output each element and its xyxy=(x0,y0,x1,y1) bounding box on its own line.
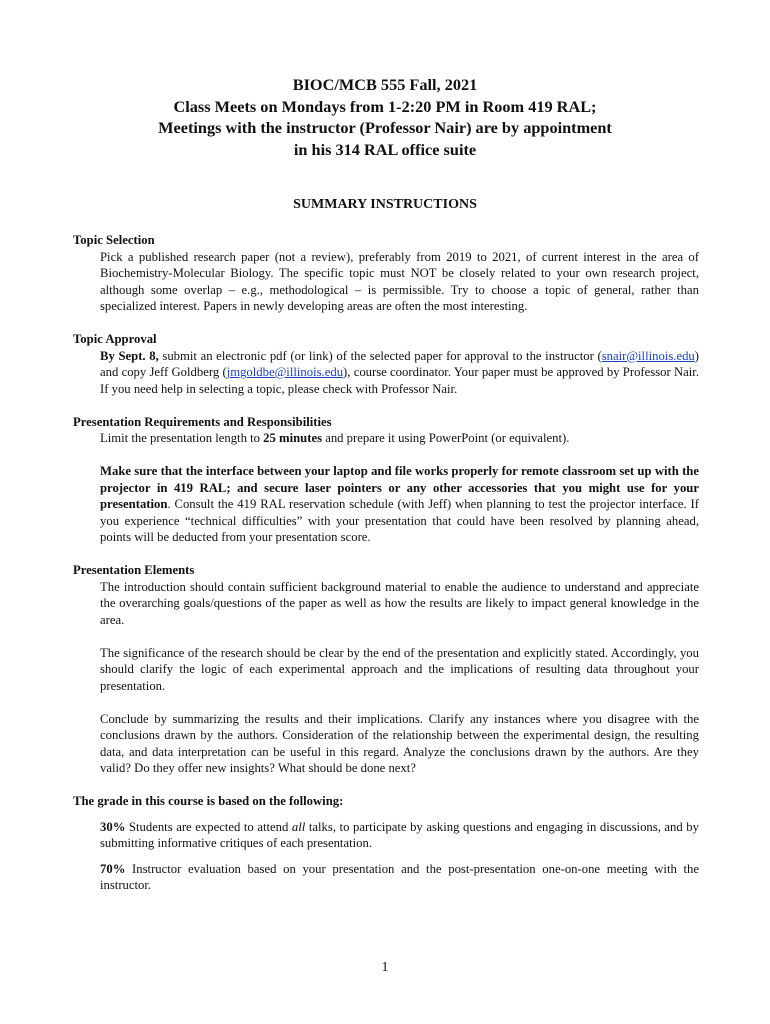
instructions-body xyxy=(73,232,699,894)
class-meeting-info: Class Meets on Mondays from 1-2:20 PM in Room 419 RAL; xyxy=(173,96,597,116)
office-location: in his 314 RAL office suite xyxy=(293,139,477,159)
conclusion-paragraph: Conclude by summarizing the results and their implications. Clarify any instances where you disagree with the conclusions drawn by the authors. Consideration of the relationship between the experimental design, the resulting data, and data interpretation can be useful in this regard. Analyze the conclusions drawn by the authors. Are they valid? Do they offer new insights? What should be done next? xyxy=(100,711,699,775)
summary-heading: SUMMARY INSTRUCTIONS xyxy=(293,197,477,212)
presentation-elements-heading: Presentation Elements xyxy=(73,563,195,577)
participation-percent: 30% xyxy=(100,819,126,834)
significance-paragraph: The significance of the research should be clear by the end of the presentation and explicitly stated. Accordingly, you should clarify the logic of each experimental approach and the implications of resulting data throughout your presentation. xyxy=(100,645,699,693)
grading-item-participation: 30% Students are expected to attend all talks, to participate by asking questions and engaging in discussions, and by submitting informative critiques of each presentation. xyxy=(100,819,699,850)
grading-item-evaluation: 70% Instructor evaluation based on your presentation and the post-presentation one-on-one meeting with the instructor. xyxy=(100,861,699,892)
topic-approval-text: By Sept. 8, submit an electronic pdf (or link) of the selected paper for approval to the instructor (snair@illinois.edu) and copy Jeff Goldberg (jmgoldbe@illinois.edu), course coordinator. Your paper must be approved by Professor Nair. If you need help in selecting a topic, please check with Professor Nair. xyxy=(100,348,700,396)
time-limit: 25 minutes xyxy=(263,431,323,445)
topic-selection-heading: Topic Selection xyxy=(73,233,155,247)
topic-approval-heading: Topic Approval xyxy=(73,332,157,346)
equipment-warning: Make sure that the interface between your laptop and file works properly for remote classroom set up with the projector in 419 RAL; and secure laser pointers or any other accessories that you might use for your presentation xyxy=(100,464,699,511)
coordinator-email-link[interactable]: jmgoldbe@illinois.edu xyxy=(226,365,344,379)
grading-heading: The grade in this course is based on the following: xyxy=(73,794,344,808)
instructor-email-link[interactable]: snair@illinois.edu xyxy=(601,348,695,363)
page-number: 1 xyxy=(381,960,389,975)
evaluation-percent: 70% xyxy=(100,861,126,876)
topic-selection-text: Pick a published research paper (not a review), preferably from 2019 to 2021, of current interest in the area of Biochemistry-Molecular Biology. The specific topic must NOT be closely related to your own research project, although some overlap – e.g., methodological – is permissible. Try to choose a topic of general, rather than specialized interest. Papers in newly developing areas are often the most interesting. xyxy=(100,249,699,313)
presentation-length-text: Limit the presentation length to 25 minutes and prepare it using PowerPoint (or equivalent). xyxy=(100,431,570,445)
course-title: BIOC/MCB 555 Fall, 2021 xyxy=(292,75,478,94)
equipment-instructions-text: Make sure that the interface between your laptop and file works properly for remote classroom set up with the projector in 419 RAL; and secure laser pointers or any other accessories that you might use for your presentation. Consult the 419 RAL reservation schedule (with Jeff) when planning to test the projector interface. If you experience “technical difficulties” with your presentation that could have been resolved by planning ahead, points will be deducted from your presentation score. xyxy=(100,464,699,544)
introduction-paragraph: The introduction should contain sufficient background material to enable the audience to understand and appreciate the overarching goals/questions of the paper as well as how the results are likely to impact general knowledge in the area. xyxy=(100,579,699,627)
course-title-block xyxy=(0,74,770,160)
approval-deadline: By Sept. 8, xyxy=(100,348,159,363)
instructor-meeting-info: Meetings with the instructor (Professor Nair) are by appointment xyxy=(158,118,612,137)
presentation-requirements-heading: Presentation Requirements and Responsibilities xyxy=(73,414,332,429)
